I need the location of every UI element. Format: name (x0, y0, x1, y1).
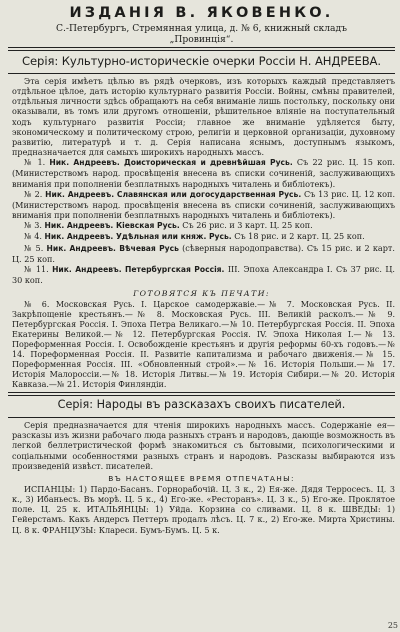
entry-details: Съ 22 рис. Ц. 15 коп. (Министерствомъ народ. просвѣщенія внесена въ списки сочиненій, заслуживающихъ вниманія при пополненіи безплатныхъ народныхъ читалень и библіотекъ). (12, 157, 395, 189)
printed-now-list: ИСПАНЦЫ: 1) Пардо-Басанъ. Горнорабочій. Ц. 3 к., 2) Ея-же. Дядя Терросесъ. Ц. 3 к., 3) Ибаньесъ. Въ морѣ. Ц. 5 к., 4) Его-же. «Ресторанъ». Ц. 3 к., 5) Его-же. Проклятое поле. Ц. 25 к. ИТАЛЬЯНЦЫ: 1) Уйда. Корзина со сливами. Ц. 8 к. ШВЕДЫ: 1) Гейерстамъ. Какъ Андерсъ Петтеръ продалъ лѣсъ. Ц. 7 к., 2) Его-же. Мирта Христины. Ц. 8 к. ФРАНЦУЗЫ: Клареси. Бумъ-Бумъ. Ц. 5 к. (12, 483, 395, 535)
entry-title: Ник. Андреевъ. Славянская или догосударственная Русь. (45, 189, 302, 199)
series-2-heading: Серія: Народы въ разсказахъ своихъ писателей. (57, 398, 346, 412)
series-2-divider (8, 417, 395, 418)
series-1-intro: Эта серія имѣетъ цѣлью въ рядѣ очерковъ, изъ которыхъ каждый представляетъ отдѣльное цѣлое, дать исторію культурнаго развитія Россіи. Войны, смѣны правителей, отдѣльныя личности здѣсь обращаютъ на себя вниманіе лишь постольку, поскольку они оказывали, въ томъ или другомъ отношеніи, рѣшительное вліяніе на поступательный ходъ культурнаго развитія Россіи; главное же вниманіе удѣляется быту, экономическому и политическому строю, религіи и церковной организаціи, духовному развитію, литературѣ и т. д. Серія написана яснымъ, доступнымъ языкомъ, предназначается для самыхъ широкихъ народныхъ массъ. (12, 76, 395, 158)
printed-now-heading: ВЪ НАСТОЯЩЕЕ ВРЕМЯ ОТПЕЧАТАНЫ: (108, 473, 295, 483)
entry-number: № 11. (24, 263, 49, 274)
series-2-intro: Серія предназначается для чтенія широкихъ народныхъ массъ. Содержаніе ея—разсказы изъ жизни рабочаго люда разныхъ странъ и народовъ, дающіе возможность въ легкой беллетристической формѣ знакомиться съ бытовыми, психологическими и соціальными особенностями разныхъ странъ и народовъ. Разсказы выбираются изъ произведеній извѣст. писателей. (12, 420, 395, 471)
forthcoming-heading: ГОТОВЯТСЯ КЪ ПЕЧАТИ: (133, 289, 270, 299)
series-entry (8, 243, 395, 264)
entry-details: Съ 18 рис. и 2 карт. Ц. 25 коп. (234, 231, 365, 242)
page-number: 25 (387, 621, 398, 630)
series-entry (8, 264, 395, 285)
series-entry (8, 231, 395, 242)
entry-title: Ник. Андреевъ. Удѣльная или княж. Русь. (44, 232, 232, 242)
entry-details: Съ 26 рис. и 3 карт. Ц. 25 коп. (182, 220, 313, 231)
entry-number: № 3. (24, 220, 42, 231)
entry-details: Съ 13 рис. Ц. 12 коп. (Министерствомъ народ. просвѣщенія внесена въ списки сочиненій, заслуживающихъ вниманія при пополненіи безплатныхъ народныхъ читалень и библіотекъ). (12, 188, 396, 221)
entry-details: (сѣверныя народоправства). Съ 15 рис. и 2 карт. Ц. 25 коп. (12, 242, 395, 264)
publisher-address: С.-Петербургъ, Стремянная улица, д. № 6, книжный складъ „Провинція“. (55, 23, 348, 45)
series-1-divider (8, 73, 395, 74)
entry-details: III. Эпоха Александра I. Съ 37 рис. Ц. 30 коп. (12, 263, 395, 285)
entry-title: Ник. Андреевъ. Доисторическая и древнѣйшая Русь. (49, 158, 293, 168)
entry-title: Ник. Андреевъ. Петербургская Россія. (52, 264, 225, 274)
entry-number: № 4. (24, 231, 42, 242)
entry-number: № 2. (24, 188, 43, 199)
publisher-masthead: ИЗДАНІЯ В. ЯКОВЕНКО. (69, 5, 334, 21)
series-entry (8, 220, 395, 231)
entry-title: Ник. Андреевъ. Кіевская Русь. (44, 221, 180, 231)
series-entry (8, 189, 395, 220)
entry-title: Ник. Андреевъ. Вѣчевая Русь (46, 243, 179, 253)
forthcoming-list: № 6. Московская Русь. I. Царское самодержавіе.—№ 7. Московская Русь. II. Закрѣпощеніе крестьянъ.—№ 8. Московская Русь. III. Великій расколъ.—№ 9. Петербургская Россія. I. Эпоха Петра Великаго.—№ 10. Петербургская Россія. II. Эпоха Екатерины Великой.—№ 12. Петербургская Россія. IV. Эпоха Николая I.—№ 13. Пореформенная Россія. I. Освобожденіе крестьянъ и другія реформы 60-хъ годовъ.—№ 14. Пореформенная Россія. II. Развитіе капитализма и рабочаго движенія.—№ 15. Пореформенная Россія. III. «Обновленный строй».—№ 16. Исторія Польши.—№ 17. Исторія Малороссіи.—№ 18. Исторія Литвы.—№ 19. Исторія Сибири.—№ 20. Исторія Кавказа.—№ 21. Исторія Финляндіи. (12, 300, 395, 390)
series-entry (8, 157, 395, 188)
entry-number: № 1. (24, 157, 46, 168)
entry-number: № 5. (24, 242, 44, 253)
series-1-heading: Серія: Культурно-историческіе очерки Россіи Н. АНДРЕЕВА. (22, 54, 381, 68)
